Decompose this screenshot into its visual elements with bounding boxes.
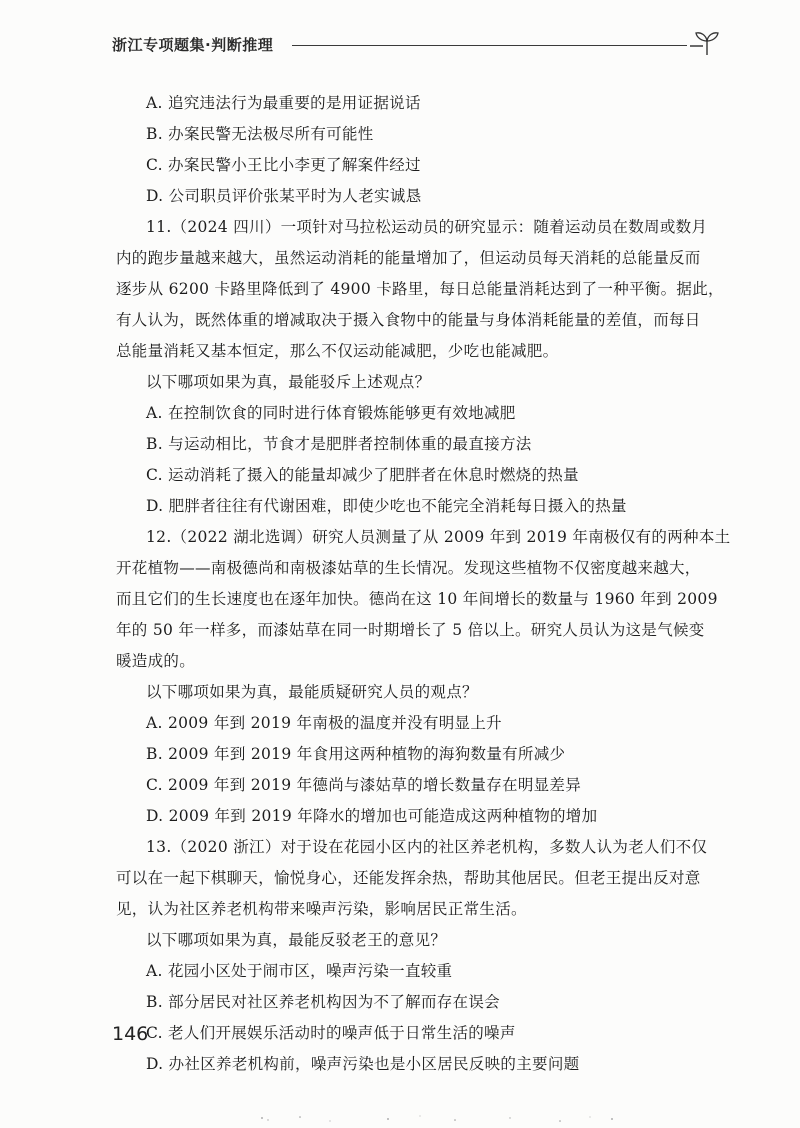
sprout-icon [690, 30, 724, 56]
option-line: B. 部分居民对社区养老机构因为不了解而存在误会 [146, 993, 500, 1011]
question-stem-line: 13.（2020 浙江）对于设在花园小区内的社区养老机构，多数人认为老人们不仅 [146, 838, 708, 856]
option-line: D. 肥胖者往往有代谢困难，即使少吃也不能完全消耗每日摄入的热量 [146, 497, 627, 515]
paragraph-line: 年的 50 年一样多，而漆姑草在同一时期增长了 5 倍以上。研究人员认为这是气候变 [116, 621, 705, 639]
option-line: C. 老人们开展娱乐活动时的噪声低于日常生活的噪声 [146, 1024, 516, 1042]
header-rule [292, 45, 687, 46]
paragraph-line: 逐步从 6200 卡路里降低到了 4900 卡路里，每日总能量消耗达到了一种平衡。据此， [116, 280, 724, 298]
scan-specks [0, 1090, 800, 1128]
question-stem-line: 12.（2022 湖北选调）研究人员测量了从 2009 年到 2019 年南极仅有的两种本土 [146, 528, 731, 546]
option-line: C. 2009 年到 2019 年德尚与漆姑草的增长数量存在明显差异 [146, 776, 582, 794]
option-line: A. 2009 年到 2019 年南极的温度并没有明显上升 [146, 714, 502, 732]
page-header [112, 30, 732, 60]
option-line: C. 运动消耗了摄入的能量却减少了肥胖者在休息时燃烧的热量 [146, 466, 579, 484]
paragraph-line: 可以在一起下棋聊天，愉悦身心，还能发挥余热，帮助其他居民。但老王提出反对意 [116, 869, 701, 887]
paragraph-line: 暖造成的。 [116, 652, 196, 670]
page-number: 146 [112, 1023, 149, 1045]
option-line: A. 在控制饮食的同时进行体育锻炼能够更有效地减肥 [146, 404, 516, 422]
option-line: 以下哪项如果为真，最能质疑研究人员的观点？ [146, 683, 478, 701]
paragraph-line: 开花植物——南极德尚和南极漆姑草的生长情况。发现这些植物不仅密度越来越大， [116, 559, 701, 577]
option-line: A. 追究违法行为最重要的是用证据说话 [146, 94, 421, 112]
option-line: B. 办案民警无法极尽所有可能性 [146, 125, 374, 143]
option-line: D. 办社区养老机构前，噪声污染也是小区居民反映的主要问题 [146, 1055, 580, 1073]
option-line: B. 2009 年到 2019 年食用这两种植物的海狗数量有所减少 [146, 745, 566, 763]
paragraph-line: 内的跑步量越来越大，虽然运动消耗的能量增加了，但运动员每天消耗的总能量反而 [116, 249, 701, 267]
option-line: D. 2009 年到 2019 年降水的增加也可能造成这两种植物的增加 [146, 807, 598, 825]
option-line: A. 花园小区处于闹市区，噪声污染一直较重 [146, 962, 453, 980]
paragraph-line: 而且它们的生长速度也在逐年加快。德尚在这 10 年间增长的数量与 1960 年到 2009 [116, 590, 718, 608]
paragraph-line: 见，认为社区养老机构带来噪声污染，影响居民正常生活。 [116, 900, 527, 918]
option-line: B. 与运动相比，节食才是肥胖者控制体重的最直接方法 [146, 435, 532, 453]
paragraph-line: 总能量消耗又基本恒定，那么不仅运动能减肥，少吃也能减肥。 [116, 342, 559, 360]
option-line: D. 公司职员评价张某平时为人老实诚恳 [146, 187, 422, 205]
paragraph-line: 有人认为，既然体重的增减取决于摄入食物中的能量与身体消耗能量的差值，而每日 [116, 311, 701, 329]
option-line: 以下哪项如果为真，最能驳斥上述观点？ [146, 373, 431, 391]
option-line: C. 办案民警小王比小李更了解案件经过 [146, 156, 421, 174]
question-stem-line: 11.（2024 四川）一项针对马拉松运动员的研究显示：随着运动员在数周或数月 [146, 218, 708, 236]
option-line: 以下哪项如果为真，最能反驳老王的意见？ [146, 931, 447, 949]
header-title: 浙江专项题集·判断推理 [112, 36, 274, 54]
